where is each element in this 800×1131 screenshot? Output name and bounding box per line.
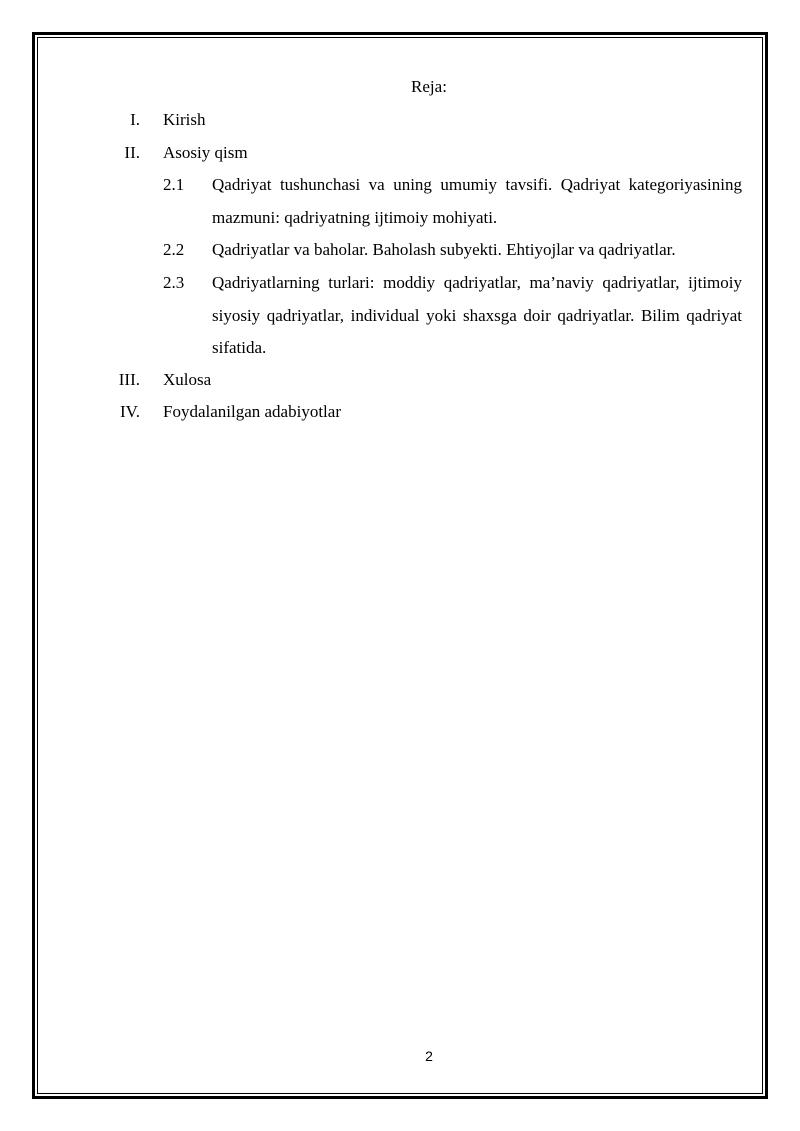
subsection-text: Qadriyat tushunchasi va uning umumiy tavsifi. Qadriyat kategoriyasining mazmuni: qadriyatning ijtimoiy mohiyati. bbox=[212, 175, 742, 227]
section-label: Xulosa bbox=[163, 370, 212, 389]
section-number: IV. bbox=[120, 402, 140, 421]
page-title: Reja: bbox=[411, 77, 447, 96]
section-label: Kirish bbox=[163, 110, 206, 129]
subsection-text: Qadriyatlarning turlari: moddiy qadriyatlar, ma’naviy qadriyatlar, ijtimoiy siyosiy qadriyatlar, individual yoki shaxsga doir qadriyatlar. Bilim qadriyat sifatida. bbox=[212, 273, 742, 357]
section-number: III. bbox=[118, 370, 140, 389]
section-number: I. bbox=[130, 110, 140, 129]
subsection-number: 2.2 bbox=[163, 240, 185, 259]
section-label: Asosiy qism bbox=[163, 143, 248, 162]
subsection-text: Qadriyatlar va baholar. Baholash subyekti. Ehtiyojlar va qadriyatlar. bbox=[212, 240, 676, 259]
section-number: II. bbox=[124, 143, 140, 162]
page-number: 2 bbox=[425, 1048, 433, 1064]
section-label: Foydalanilgan adabiyotlar bbox=[163, 402, 341, 421]
subsection-number: 2.1 bbox=[163, 175, 185, 194]
subsection-number: 2.3 bbox=[163, 273, 185, 292]
